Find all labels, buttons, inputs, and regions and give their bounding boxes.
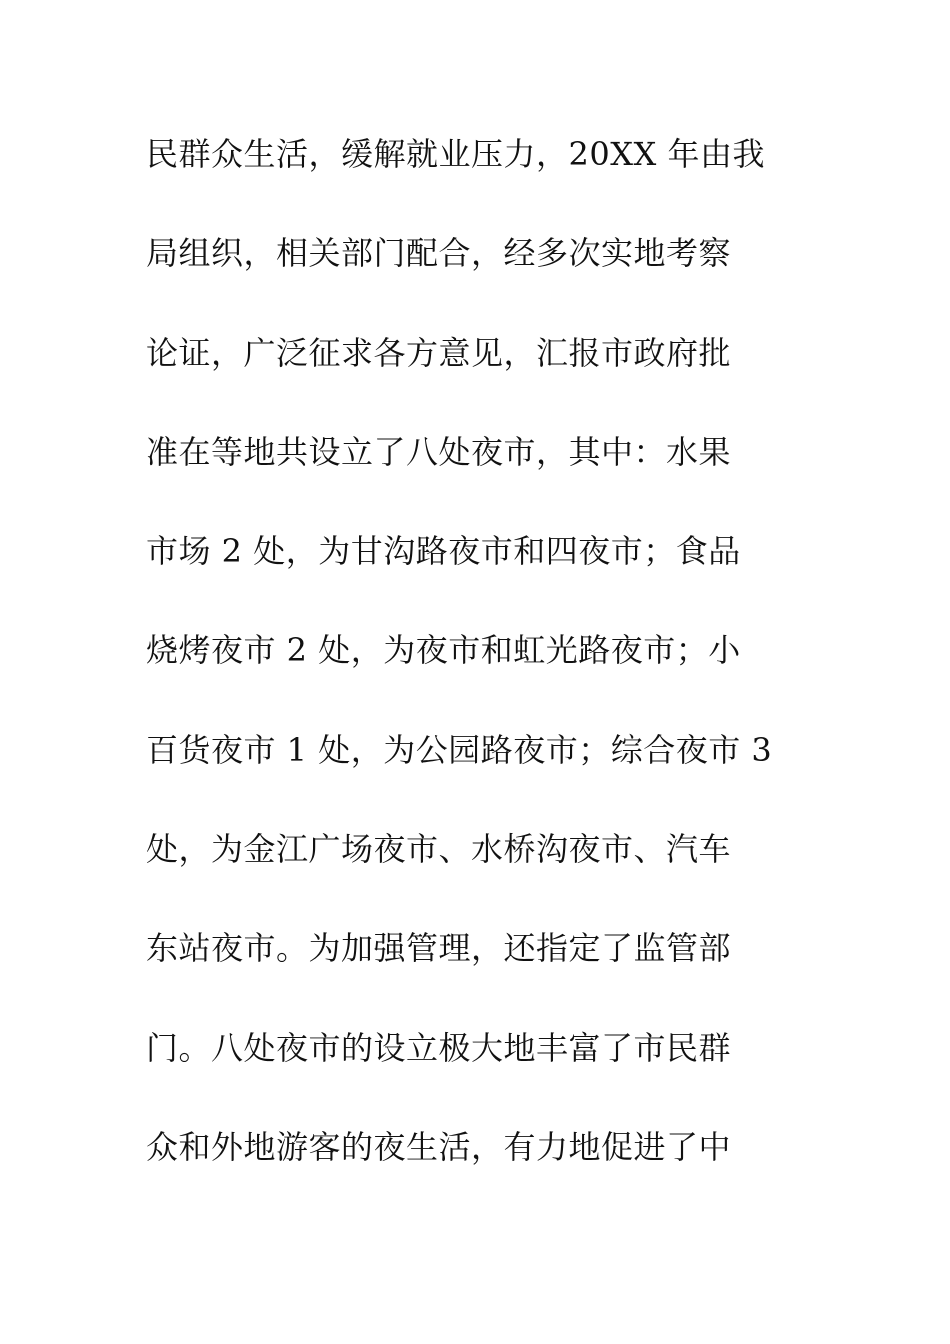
text-line: 百货夜市 1 处，为公园路夜市；综合夜市 3 [146, 730, 773, 769]
text-line: 众和外地游客的夜生活，有力地促进了中 [146, 1127, 732, 1166]
text-line: 东站夜市。为加强管理，还指定了监管部 [146, 929, 732, 968]
text-line: 烧烤夜市 2 处，为夜市和虹光路夜市；小 [146, 631, 741, 670]
text-line: 论证，广泛征求各方意见，汇报市政府批 [146, 333, 732, 372]
text-line: 市场 2 处，为甘沟路夜市和四夜市；食品 [146, 532, 741, 571]
text-line: 民群众生活，缓解就业压力，20XX 年由我 [146, 135, 765, 173]
text-line: 门。八处夜市的设立极大地丰富了市民群 [146, 1028, 732, 1067]
text-line: 准在等地共设立了八处夜市，其中：水果 [146, 432, 732, 471]
text-line: 局组织，相关部门配合，经多次实地考察 [146, 234, 732, 273]
body-text [146, 128, 826, 1220]
text-line: 处，为金江广场夜市、水桥沟夜市、汽车 [146, 830, 732, 869]
